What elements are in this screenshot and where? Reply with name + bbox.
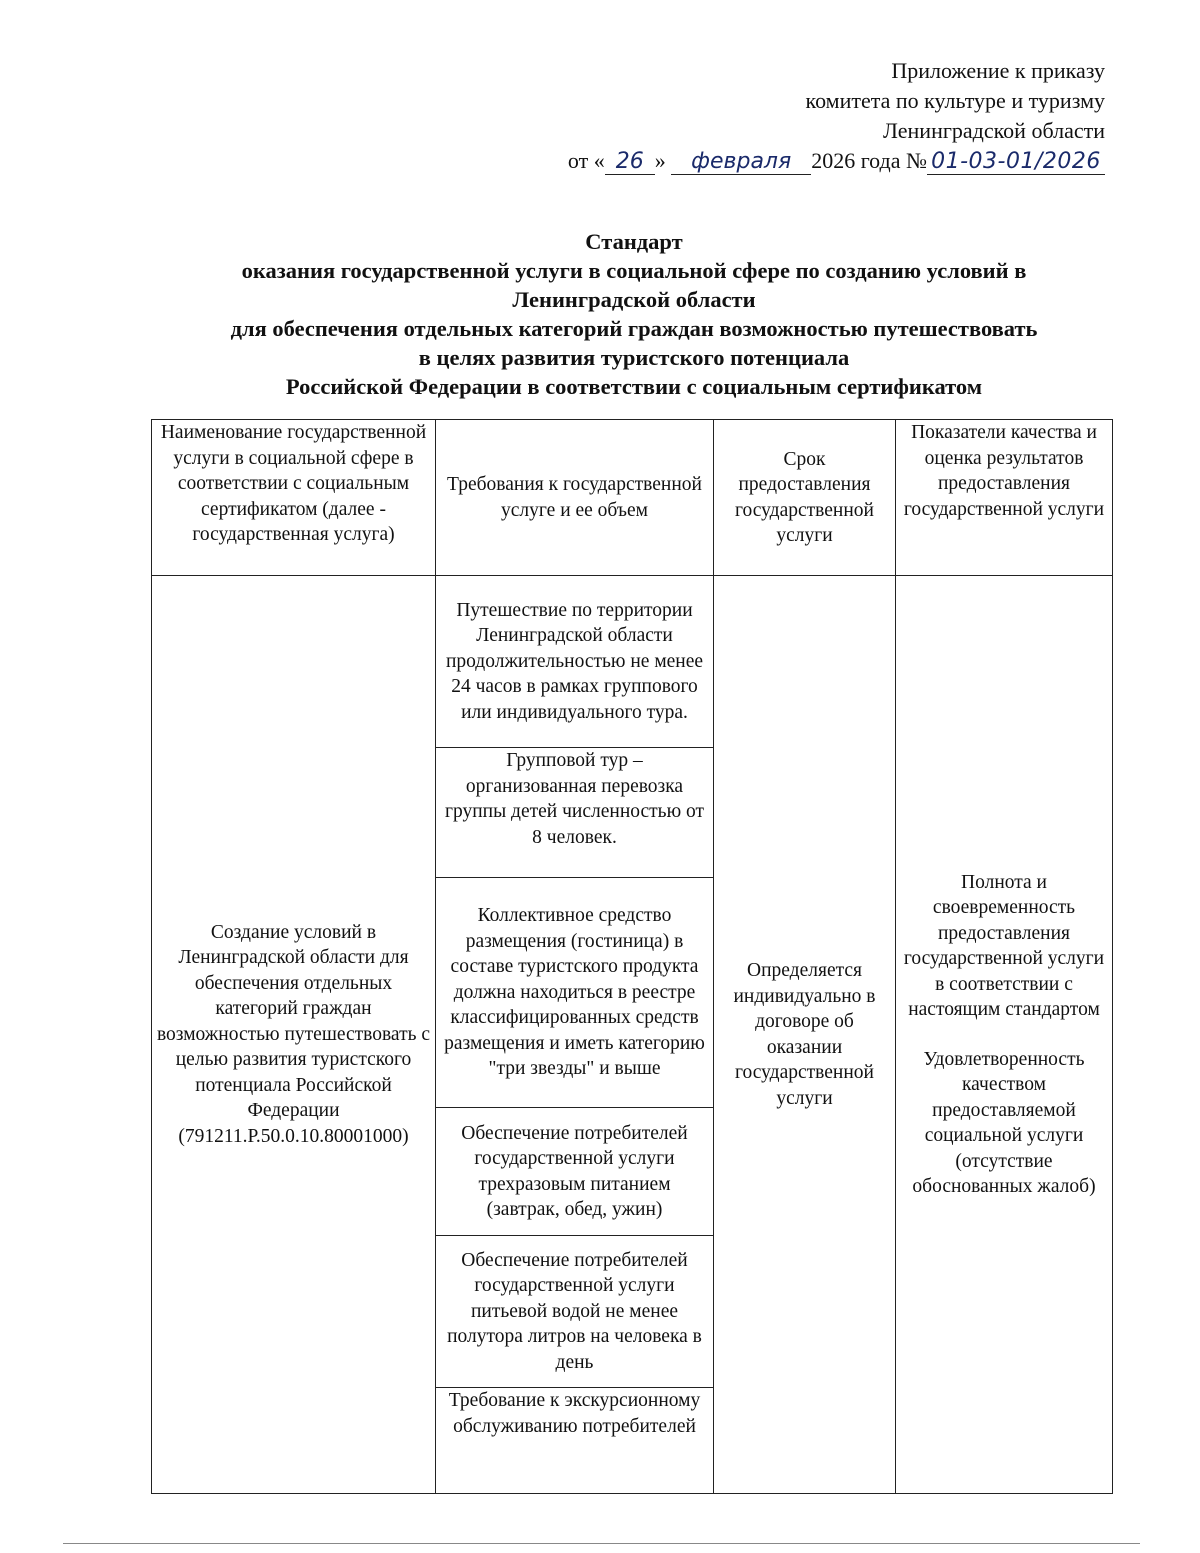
table-row [152,576,1113,748]
header-term: Срок предоставления государственной услуги [714,420,896,576]
quality-cell [896,576,1113,1494]
appendix-line-3: Ленинградской области [883,118,1105,143]
header-service-name: Наименование государственной услуги в социальной сфере в соответствии с социальным сертификатом (далее - государственная услуга) [152,420,436,576]
document-title [140,227,1128,401]
date-day-handwritten: 26 [605,150,655,175]
date-mid: » [654,148,666,173]
requirement-cell-6: Требование к экскурсионному обслуживанию потребителей [436,1388,714,1494]
date-month-handwritten: февраля [671,150,811,175]
requirement-cell-4: Обеспечение потребителей государственной услуги трехразовым питанием (завтрак, обед, ужин) [436,1108,714,1236]
standard-table [151,419,1113,1494]
requirement-cell-2: Групповой тур – организованная перевозка группы детей численностью от 8 человек. [436,748,714,878]
title-line-4: для обеспечения отдельных категорий граждан возможностью путешествовать [230,316,1038,341]
quality-indicator-1: Полнота и своевременность предоставления государственной услуги в соответствии с настоящим стандартом [903,871,1105,1020]
title-line-1: Стандарт [585,229,683,254]
title-line-2: оказания государственной услуги в социальной сфере по созданию условий в [241,258,1027,283]
header-quality: Показатели качества и оценка результатов предоставления государственной услуги [896,420,1113,576]
title-line-3: Ленинградской области [512,287,756,312]
quality-indicator-2: Удовлетворенность качеством предоставляемой социальной услуги (отсутствие обоснованных жалоб) [912,1048,1096,1197]
header-requirements: Требования к государственной услуге и ее объем [436,420,714,576]
title-line-6: Российской Федерации в соответствии с социальным сертификатом [285,374,983,399]
date-prefix: от « [567,148,605,173]
requirement-cell-3: Коллективное средство размещения (гостиница) в составе туристского продукта должна находиться в реестре классифицированных средств размещения и иметь категорию "три звезды" и выше [436,878,714,1108]
table-header-row [152,420,1113,576]
appendix-line-1: Приложение к приказу [891,58,1105,83]
requirement-cell-1: Путешествие по территории Ленинградской области продолжительностью не менее 24 часов в рамках группового или индивидуального тура. [436,576,714,748]
term-cell: Определяется индивидуально в договоре об оказании государственной услуги [714,576,896,1494]
page-bottom-rule [63,1543,1140,1544]
title-line-5: в целях развития туристского потенциала [418,345,850,370]
order-number-handwritten: 01-03-01/2026 [927,150,1105,175]
service-name-cell: Создание условий в Ленинградской области для обеспечения отдельных категорий граждан возможностью путешествовать с целью развития туристского потенциала Российской Федерации (791211.Р.50.0.10.80001000) [152,576,436,1494]
appendix-line-2: комитета по культуре и туризму [805,88,1105,113]
order-date-line [568,146,1105,176]
requirement-cell-5: Обеспечение потребителей государственной услуги питьевой водой не менее полутора литров на человека в день [436,1236,714,1388]
date-year: 2026 года № [811,148,927,173]
appendix-block [568,56,1105,176]
